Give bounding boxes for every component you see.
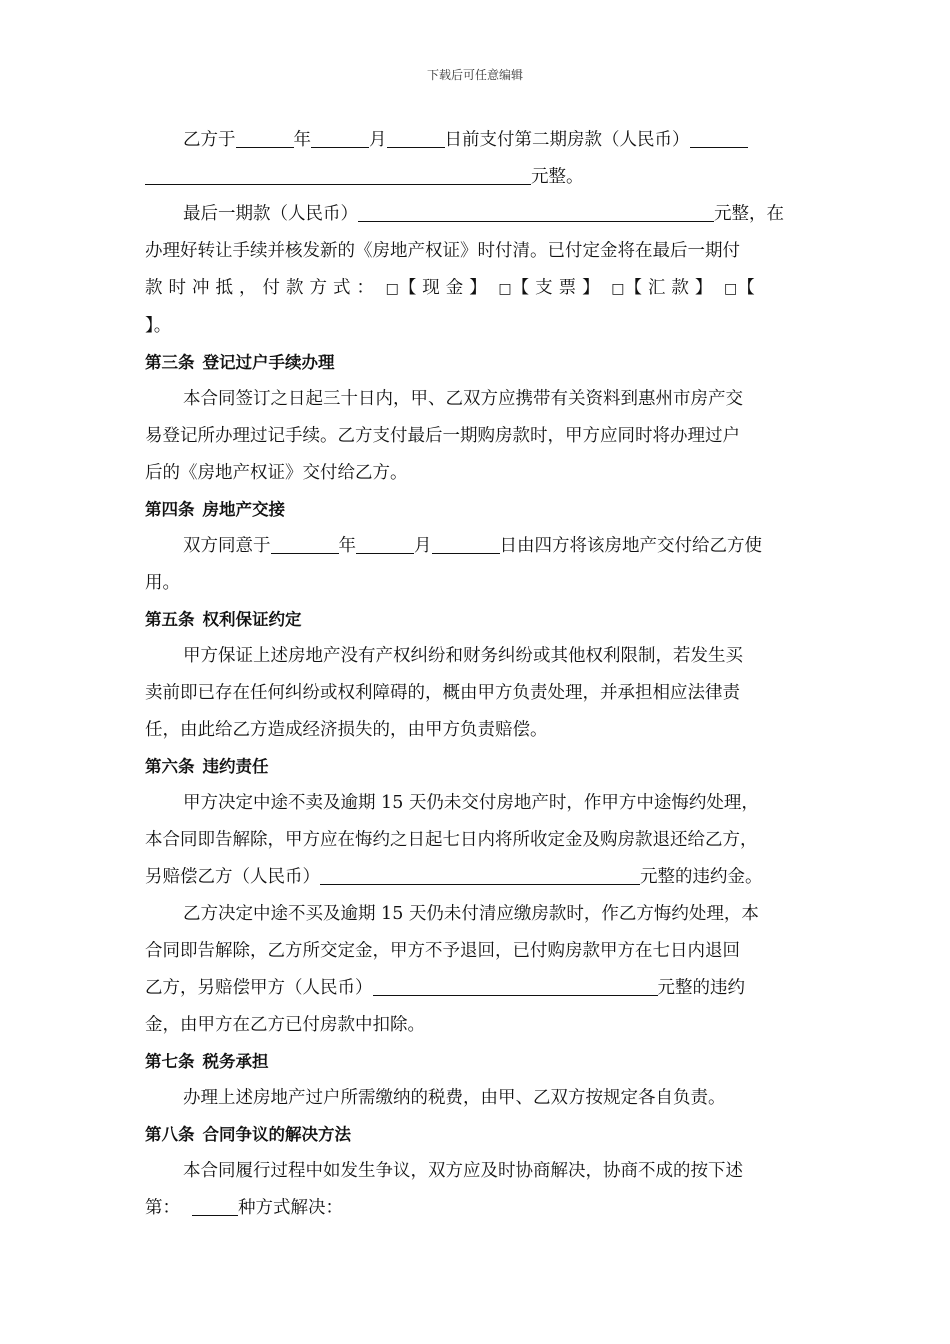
art6-p2-line-4: 金，由甲方在乙方已付房款中扣除。	[145, 1015, 425, 1035]
article-7-heading	[145, 1044, 810, 1080]
payment-line-3	[145, 196, 810, 233]
art8-line-1: 本合同履行过程中如发生争议，双方应及时协商解决，协商不成的按下述	[183, 1161, 743, 1181]
blank-month	[356, 533, 414, 554]
art6-p2-line-1: 乙方决定中途不买及逾期 15 天仍未付清应缴房款时，作乙方悔约处理，本	[183, 904, 759, 924]
text: 月	[369, 130, 387, 150]
blank-day	[432, 533, 500, 554]
art6-p1-line-1: 甲方决定中途不卖及逾期 15 天仍未交付房地产时，作甲方中途悔约处理，	[183, 793, 759, 813]
text: 款时冲抵，付款方式：	[145, 278, 380, 298]
text: 乙方于	[183, 130, 236, 150]
article-number: 第七条	[145, 1052, 195, 1071]
art6-p1-line-3	[145, 859, 810, 896]
option-remittance: 【汇款】	[624, 278, 719, 298]
text: 元整，在	[714, 204, 784, 224]
article-title: 登记过户手续办理	[202, 353, 335, 372]
art7-line-1: 办理上述房地产过户所需缴纳的税费，由甲、乙双方按规定各自负责。	[183, 1088, 726, 1108]
payment-line-1	[145, 122, 810, 159]
blank-year	[236, 127, 294, 148]
art5-line-3: 任，由此给乙方造成经济损失的，由甲方负责赔偿。	[145, 720, 548, 740]
text: 元整的违约	[657, 978, 745, 998]
art3-line-2: 易登记所办理过记手续。乙方支付最后一期购房款时，甲方应同时将办理过户	[145, 426, 740, 446]
checkbox-icon[interactable]: □	[385, 281, 399, 297]
checkbox-icon[interactable]: □	[724, 281, 738, 297]
article-number: 第五条	[145, 610, 195, 629]
art6-p1-line-2: 本合同即告解除，甲方应在悔约之日起七日内将所收定金及购房款退还给乙方，	[145, 830, 758, 850]
art5-line-2: 卖前即已存在任何纠纷或权利障碍的，概由甲方负责处理，并承担相应法律责	[145, 683, 740, 703]
art3-line-1: 本合同签订之日起三十日内，甲、乙双方应携带有关资料到惠州市房产交	[183, 389, 743, 409]
article-number: 第三条	[145, 353, 195, 372]
text: 另赔偿乙方（人民币）	[145, 867, 320, 887]
payment-line-5	[145, 270, 810, 308]
text: 年	[338, 536, 356, 556]
article-8-heading	[145, 1117, 810, 1153]
blank-amount-start	[690, 127, 748, 148]
payment-line-4: 办理好转让手续并核发新的《房地产权证》时付清。已付定金将在最后一期付	[145, 241, 740, 261]
art8-line-2	[145, 1190, 810, 1227]
article-title: 税务承担	[202, 1052, 269, 1071]
article-title: 合同争议的解决方法	[202, 1125, 351, 1144]
text: 年	[293, 130, 311, 150]
art4-line-1	[145, 528, 810, 565]
text: 月	[414, 536, 432, 556]
article-title: 权利保证约定	[202, 610, 302, 629]
blank-final-amount	[358, 201, 714, 222]
text: 元整。	[531, 167, 584, 187]
page-header: 下载后可任意编辑	[426, 68, 523, 82]
option-cash: 【现金】	[398, 278, 493, 298]
article-title: 房地产交接	[202, 500, 285, 519]
text: 种方式解决：	[238, 1198, 343, 1218]
art6-p2-line-2: 合同即告解除，乙方所交定金，甲方不予退回，已付购房款甲方在七日内退回	[145, 941, 740, 961]
article-6-heading	[145, 749, 810, 785]
text: 元整的违约金。	[640, 867, 763, 887]
art6-p2-line-3	[145, 970, 810, 1007]
text: 最后一期款（人民币）	[183, 204, 358, 224]
article-number: 第四条	[145, 500, 195, 519]
text: 日前支付第二期房款（人民币）	[444, 130, 690, 150]
checkbox-icon[interactable]: □	[498, 281, 512, 297]
text: 乙方，另赔偿甲方（人民币）	[145, 978, 373, 998]
checkbox-icon[interactable]: □	[611, 281, 625, 297]
blank-year	[271, 533, 339, 554]
article-3-heading	[145, 345, 810, 381]
option-other: 【	[737, 278, 755, 298]
article-4-heading	[145, 492, 810, 528]
art4-line-2: 用。	[145, 573, 180, 593]
blank-month	[311, 127, 369, 148]
text: 第：	[145, 1198, 180, 1218]
contract-body	[145, 122, 810, 1227]
article-title: 违约责任	[202, 757, 269, 776]
blank-method	[192, 1195, 238, 1216]
art3-line-3: 后的《房地产权证》交付给乙方。	[145, 463, 408, 483]
payment-line-6: 】。	[145, 316, 172, 336]
art5-line-1: 甲方保证上述房地产没有产权纠纷和财务纠纷或其他权利限制，若发生买	[183, 646, 743, 666]
text: 双方同意于	[183, 536, 271, 556]
article-5-heading	[145, 602, 810, 638]
blank-penalty-amount	[320, 864, 640, 885]
payment-line-2	[145, 159, 810, 196]
blank-amount	[145, 164, 531, 185]
option-check: 【支票】	[511, 278, 606, 298]
article-number: 第八条	[145, 1125, 195, 1144]
blank-penalty-amount	[373, 975, 658, 996]
text: 日由四方将该房地产交付给乙方使	[499, 536, 762, 556]
blank-day	[387, 127, 445, 148]
article-number: 第六条	[145, 757, 195, 776]
